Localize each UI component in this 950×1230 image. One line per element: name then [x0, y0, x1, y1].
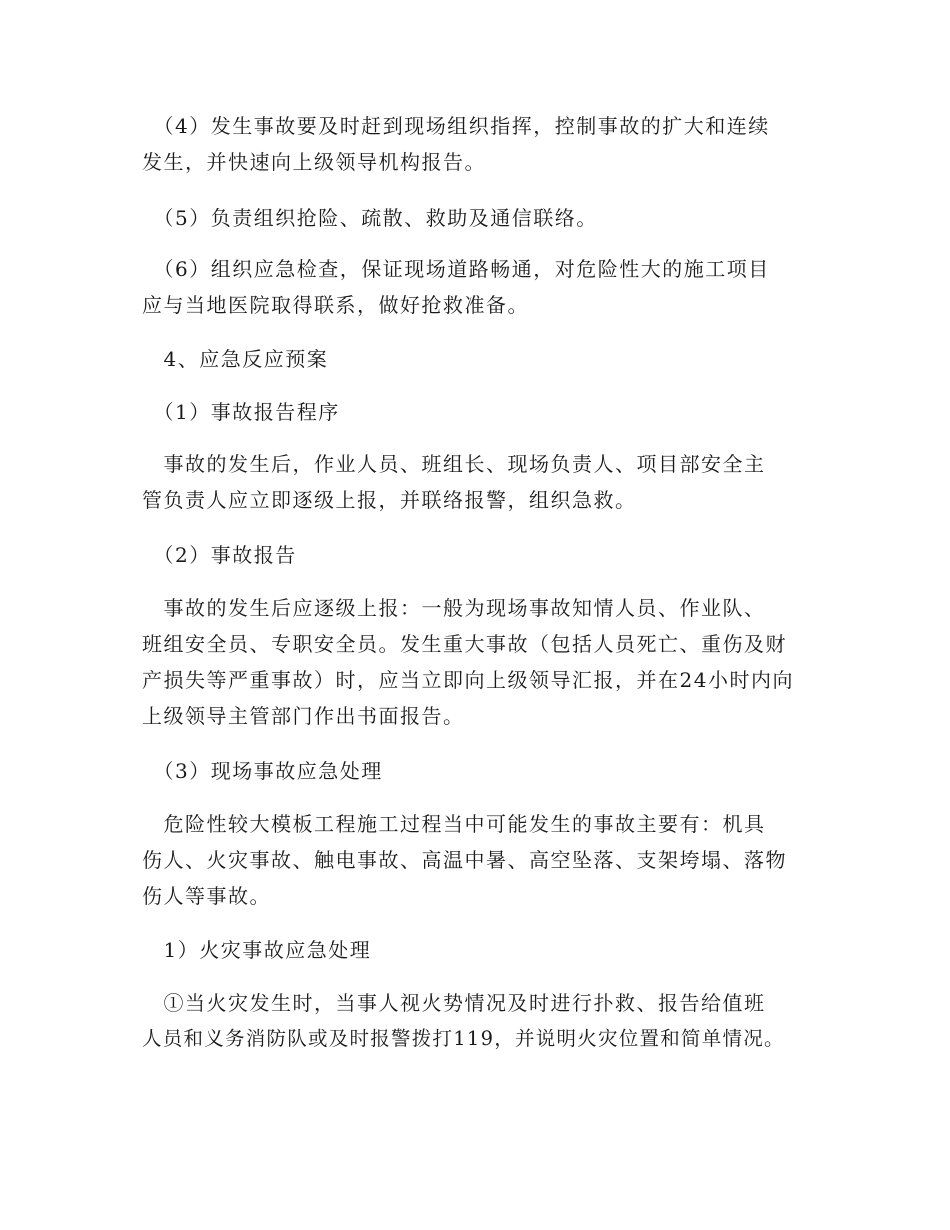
text-line: ①当火灾发生时，当事人视火势情况及时进行扑救、报告给值班 [142, 991, 766, 1015]
text-line: 伤人、火灾事故、触电事故、高温中暑、高空坠落、支架垮塌、落物 [142, 848, 787, 872]
text-line: 上级领导主管部门作出书面报告。 [142, 704, 465, 728]
subheading-fire [142, 932, 802, 968]
text-line: 产损失等严重事故）时，应当立即向上级领导汇报，并在24小时内向 [142, 668, 794, 692]
text-line: 应与当地医院取得联系，做好抢救准备。 [142, 293, 529, 317]
text-line: 人员和义务消防队或及时报警拨打119，并说明火灾位置和简单情况。 [142, 1027, 785, 1050]
text-line: （1）事故报告程序 [142, 400, 340, 424]
subheading-3 [142, 753, 802, 789]
paragraph-report-procedure [142, 446, 802, 518]
subheading-1 [142, 394, 802, 430]
text-line: 管负责人应立即逐级上报，并联络报警，组织急救。 [142, 488, 637, 512]
text-line: （3）现场事故应急处理 [142, 759, 383, 783]
text-line: （6）组织应急检查，保证现场道路畅通，对危险性大的施工项目 [142, 257, 770, 281]
paragraph-6 [142, 251, 802, 323]
paragraph-5 [142, 200, 802, 236]
text-line: 事故的发生后应逐级上报：一般为现场事故知情人员、作业队、 [142, 596, 766, 620]
subheading-2 [142, 537, 802, 573]
text-line: 危险性较大模板工程施工过程当中可能发生的事故主要有：机具 [142, 812, 766, 836]
text-line: （5）负责组织抢险、疏散、救助及通信联络。 [142, 206, 598, 230]
text-line: 4、应急反应预案 [142, 347, 329, 371]
paragraph-fire [142, 985, 802, 1057]
section-heading [142, 341, 802, 377]
text-line: （4）发生事故要及时赶到现场组织指挥，控制事故的扩大和连续 [142, 114, 770, 138]
text-line: 1）火灾事故应急处理 [142, 938, 372, 962]
text-line: 班组安全员、专职安全员。发生重大事故（包括人员死亡、重伤及财 [142, 632, 787, 656]
text-line: 发生，并快速向上级领导机构报告。 [142, 150, 486, 174]
text-line: 事故的发生后，作业人员、班组长、现场负责人、项目部安全主 [142, 452, 766, 476]
paragraph-4 [142, 108, 802, 180]
text-line: 伤人等事故。 [142, 884, 271, 908]
text-line: （2）事故报告 [142, 543, 297, 567]
paragraph-report [142, 590, 802, 734]
paragraph-accidents [142, 806, 802, 914]
